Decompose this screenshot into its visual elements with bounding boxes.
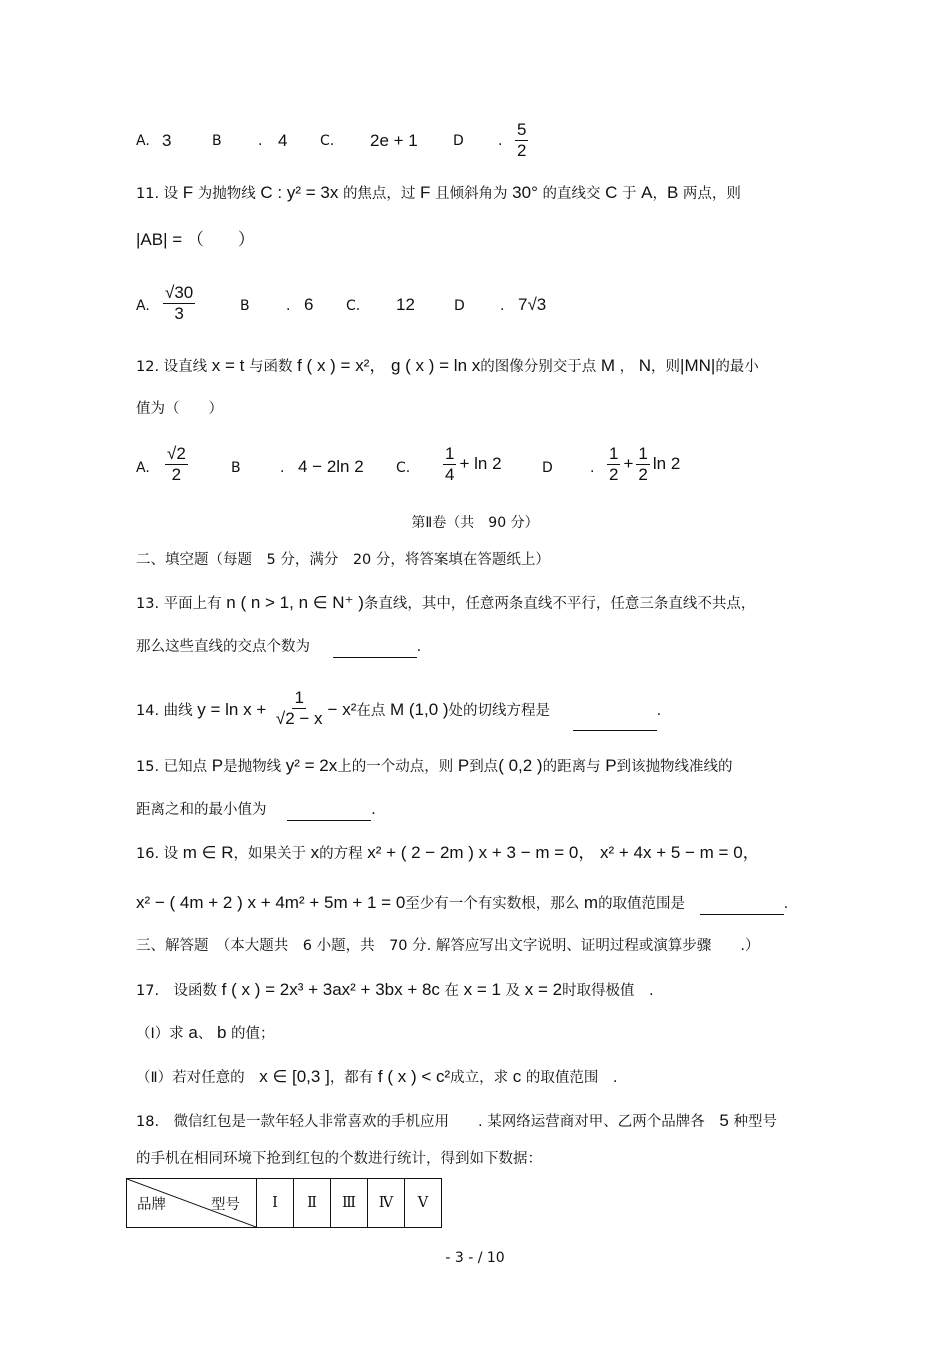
q11-option-b-label: B [240, 298, 250, 314]
q12-point-m: M [600, 356, 616, 375]
q11-option-b-dot: . [286, 298, 291, 314]
q12-option-b-dot: . [280, 460, 285, 476]
q12-text: 的最小 [715, 359, 759, 375]
q10-option-d-fraction [512, 120, 531, 161]
q11-text: 的焦点，过 [342, 186, 416, 202]
q12-text: 与函数 [249, 359, 293, 375]
fraction-numerator: 1 [294, 688, 304, 707]
page-number: - 3 - / 10 [445, 1250, 505, 1266]
q15-text: 是抛物线 [223, 759, 282, 775]
q10-option-d-dot: . [498, 133, 503, 149]
q18-text: 种型号 [733, 1114, 777, 1130]
q11-text: 于 [621, 186, 637, 202]
table-header-model-3: Ⅲ [331, 1179, 368, 1228]
q11-option-d-label: D [454, 298, 465, 314]
q15-text: 到点 [469, 759, 499, 775]
q12-option-a-label: A. [136, 460, 150, 476]
q17-interval: x ∈ [0,3 ] [259, 1067, 330, 1086]
q12-option-d-value [604, 444, 680, 485]
q17-part-2-label: （Ⅱ）若对任意的 [136, 1070, 245, 1086]
answer-blank[interactable] [573, 716, 657, 731]
q10-option-c-value: 2e + 1 [370, 131, 418, 150]
q11-point-a: A [641, 183, 653, 202]
q13-condition: n ( n > 1, n ∈ N⁺ ) [226, 593, 364, 612]
q11-curve-c: C [605, 183, 618, 202]
q17-text: 成立，求 [450, 1070, 509, 1086]
q15-end: . [371, 802, 376, 818]
q14-stem [136, 690, 661, 731]
option-tail: ln 2 [652, 453, 681, 473]
q15-number: 15. 已知点 [136, 759, 208, 775]
q11-parabola-equation: C : y² = 3x [260, 183, 339, 202]
q17-text: 的值； [231, 1026, 275, 1042]
q16-condition: m ∈ R [182, 843, 234, 862]
q16-variable-m: m [583, 893, 599, 912]
q16-text: ，如果关于 [233, 846, 306, 862]
fraction-denominator: √2 − x [275, 709, 323, 728]
q17-text: 的取值范围 . [525, 1070, 618, 1086]
answer-blank[interactable] [700, 900, 784, 915]
q16-text: 至少有一个有实数根，那么 [405, 896, 580, 912]
q11-option-c-value: 12 [396, 295, 415, 314]
q17-inequality: f ( x ) < c² [377, 1067, 451, 1086]
q15-text: 的距离与 [542, 759, 601, 775]
q16-equation-2: x² + 4x + 5 − m = 0， [599, 843, 760, 862]
q14-curve: y = ln x + [197, 699, 267, 719]
fraction-numerator: 1 [638, 444, 648, 463]
fraction-numerator: 5 [517, 120, 527, 139]
q13-stem [136, 592, 755, 615]
q10-option-a-label: A. [136, 133, 150, 149]
section-solve-heading: 三、解答题 （本大题共 6 小题，共 70 分. 解答应写出文字说明、证明过程或演算步骤 .） [136, 938, 760, 954]
fraction-numerator: 1 [609, 444, 619, 463]
q16-end: . [783, 896, 789, 912]
q12-option-d-label: D [542, 460, 553, 476]
q18-line-2: 的手机在相同环境下抢到红包的个数进行统计，得到如下数据： [136, 1151, 542, 1167]
q16-stem [136, 842, 760, 865]
q16-equation-1: x² + ( 2 − 2m ) x + 3 − m = 0， [367, 843, 596, 862]
q13-text: 那么这些直线的交点个数为 [136, 639, 310, 655]
q11-text: 的直线交 [542, 186, 601, 202]
q11-option-a-fraction [160, 283, 198, 324]
q15-text: 距离之和的最小值为 [136, 802, 267, 818]
fraction-numerator: 1 [445, 444, 455, 463]
fraction-numerator: √2 [167, 444, 186, 463]
q14-text: 处的切线方程是 [448, 702, 551, 719]
table-header-model-2: Ⅱ [294, 1179, 331, 1228]
q15-text: 上的一个动点，则 [337, 759, 454, 775]
q10-option-d-label: D [453, 133, 464, 149]
part2-title: 第Ⅱ卷（共 90 分） [411, 515, 539, 531]
q16-text: 的取值范围是 [598, 896, 686, 912]
q16-variable-x: x [310, 843, 320, 862]
q18-text: 18. 微信红包是一款年轻人非常喜欢的手机应用 . 某网络运营商对甲、乙两个品牌各 [136, 1114, 705, 1130]
q17-text: ，都有 [329, 1070, 374, 1086]
q11-text: 为抛物线 [197, 186, 256, 202]
q15-parabola: y² = 2x [285, 756, 338, 775]
q11-focus-f: F [420, 183, 431, 202]
q11-option-d-dot: . [500, 298, 505, 314]
q17-stem [136, 979, 654, 1002]
fraction-denominator: 2 [171, 465, 182, 484]
q12-option-c-label: C. [396, 460, 411, 476]
fraction-denominator: 4 [445, 465, 455, 484]
q11-option-c-label: C. [346, 298, 361, 314]
q13-number: 13. 平面上有 [136, 596, 222, 612]
q17-text: 、 [197, 1026, 213, 1042]
q10-option-b-label: B [212, 133, 222, 149]
answer-blank[interactable] [333, 643, 417, 658]
q17-extreme-point-2: x = 2 [524, 980, 563, 999]
q17-text: 在 [444, 983, 460, 999]
q17-part-1-label: （Ⅰ）求 [136, 1026, 184, 1042]
q13-question [136, 636, 421, 658]
table-header-diagonal-cell [127, 1179, 257, 1228]
q15-fixed-point: ( 0,2 ) [498, 756, 543, 775]
q14-point-m: M (1,0 ) [389, 699, 449, 719]
table-header-brand: 品牌 [137, 1197, 166, 1213]
fraction-denominator: 2 [638, 465, 648, 484]
q12-option-a-fraction [162, 444, 191, 485]
q11-angle: 30° [512, 183, 538, 202]
option-tail: + ln 2 [459, 453, 502, 473]
q10-option-b-dot: . [258, 133, 263, 149]
q14-curve-tail: − x² [327, 699, 357, 719]
q14-text: 在点 [356, 702, 386, 719]
q17-part-2 [136, 1066, 618, 1089]
q12-option-d-dot: . [590, 460, 595, 476]
option-plus: + [623, 453, 634, 473]
q16-text: 的方程 [319, 846, 363, 862]
table-row [127, 1179, 442, 1228]
table-header-model: 型号 [211, 1197, 240, 1213]
q11-point-b: B [666, 183, 679, 202]
q17-part-1 [136, 1022, 275, 1045]
table-header-model-1: Ⅰ [257, 1179, 294, 1228]
q18-model-count: 5 [719, 1111, 729, 1130]
q12-option-b-label: B [231, 460, 241, 476]
q12-question: 值为（ ） [136, 401, 223, 417]
q12-text: ， [619, 359, 635, 375]
q17-function: f ( x ) = 2x³ + 3ax² + 3bx + 8c [221, 980, 440, 999]
q11-option-d-value: 7√3 [518, 295, 547, 314]
q11-option-b-value: 6 [304, 295, 314, 314]
q17-variable-c: c [512, 1067, 522, 1086]
q12-text: 的图像分别交于点 [480, 359, 597, 375]
table-header-model-4: Ⅳ [368, 1179, 405, 1228]
fraction-denominator: 3 [174, 304, 184, 323]
q15-text: 到该抛物线准线的 [616, 759, 733, 775]
q13-text: 条直线，其中，任意两条直线不平行，任意三条直线不共点， [363, 596, 756, 612]
q16-question [136, 892, 788, 915]
q17-text: 时取得极值 . [562, 983, 654, 999]
q12-function-f: f ( x ) = x²， [297, 356, 387, 375]
fraction-numerator: √30 [165, 283, 194, 302]
q12-stem [136, 355, 759, 378]
q12-point-n: N [638, 356, 652, 375]
q11-question: |AB| = （ ） [136, 230, 255, 249]
q11-text: 两点，则 [682, 186, 741, 202]
q10-option-c-label: C. [320, 133, 335, 149]
q11-text: 且倾斜角为 [435, 186, 508, 202]
q14-end: . [656, 702, 662, 719]
q18-stem [136, 1110, 777, 1133]
fraction-denominator: 2 [517, 141, 527, 160]
q13-end: . [416, 639, 422, 655]
section-fill-in-heading: 二、填空题（每题 5 分，满分 20 分，将答案填在答题纸上） [136, 552, 550, 568]
q11-text: ， [652, 186, 667, 202]
q10-option-b-value: 4 [278, 131, 288, 150]
q12-number: 12. 设直线 [136, 359, 208, 375]
q16-equation-3: x² − ( 4m + 2 ) x + 4m² + 5m + 1 = 0 [136, 893, 406, 912]
q11-number: 11. 设 [136, 186, 179, 202]
q16-number: 16. 设 [136, 846, 179, 862]
q15-point-p: P [211, 756, 224, 775]
q11-option-a-label: A. [136, 298, 150, 314]
q12-text: ，则 [651, 359, 681, 375]
q15-point-p: P [605, 756, 617, 775]
q12-function-g: g ( x ) = ln x [390, 356, 481, 375]
q14-fraction [271, 688, 328, 728]
answer-blank[interactable] [287, 806, 371, 821]
q17-text: 及 [505, 983, 521, 999]
q18-data-table [126, 1178, 442, 1228]
q17-number: 17. 设函数 [136, 983, 218, 999]
q10-option-a-value: 3 [162, 131, 172, 150]
q12-line-equation: x = t [211, 356, 245, 375]
q15-question [136, 799, 376, 821]
q17-extreme-point-1: x = 1 [463, 980, 501, 999]
q17-variable-a: a [188, 1023, 198, 1042]
q14-number: 14. 曲线 [136, 702, 193, 719]
q11-focus-f: F [182, 183, 194, 202]
q12-option-c-value [440, 444, 502, 485]
fraction-denominator: 2 [609, 465, 619, 484]
table-header-model-5: Ⅴ [405, 1179, 442, 1228]
q17-variable-b: b [216, 1023, 227, 1042]
q12-distance-mn: |MN| [680, 356, 716, 375]
q15-point-p: P [457, 756, 470, 775]
q12-option-b-value: 4 − 2ln 2 [298, 457, 364, 476]
q11-stem [136, 182, 741, 205]
q15-stem [136, 755, 733, 778]
